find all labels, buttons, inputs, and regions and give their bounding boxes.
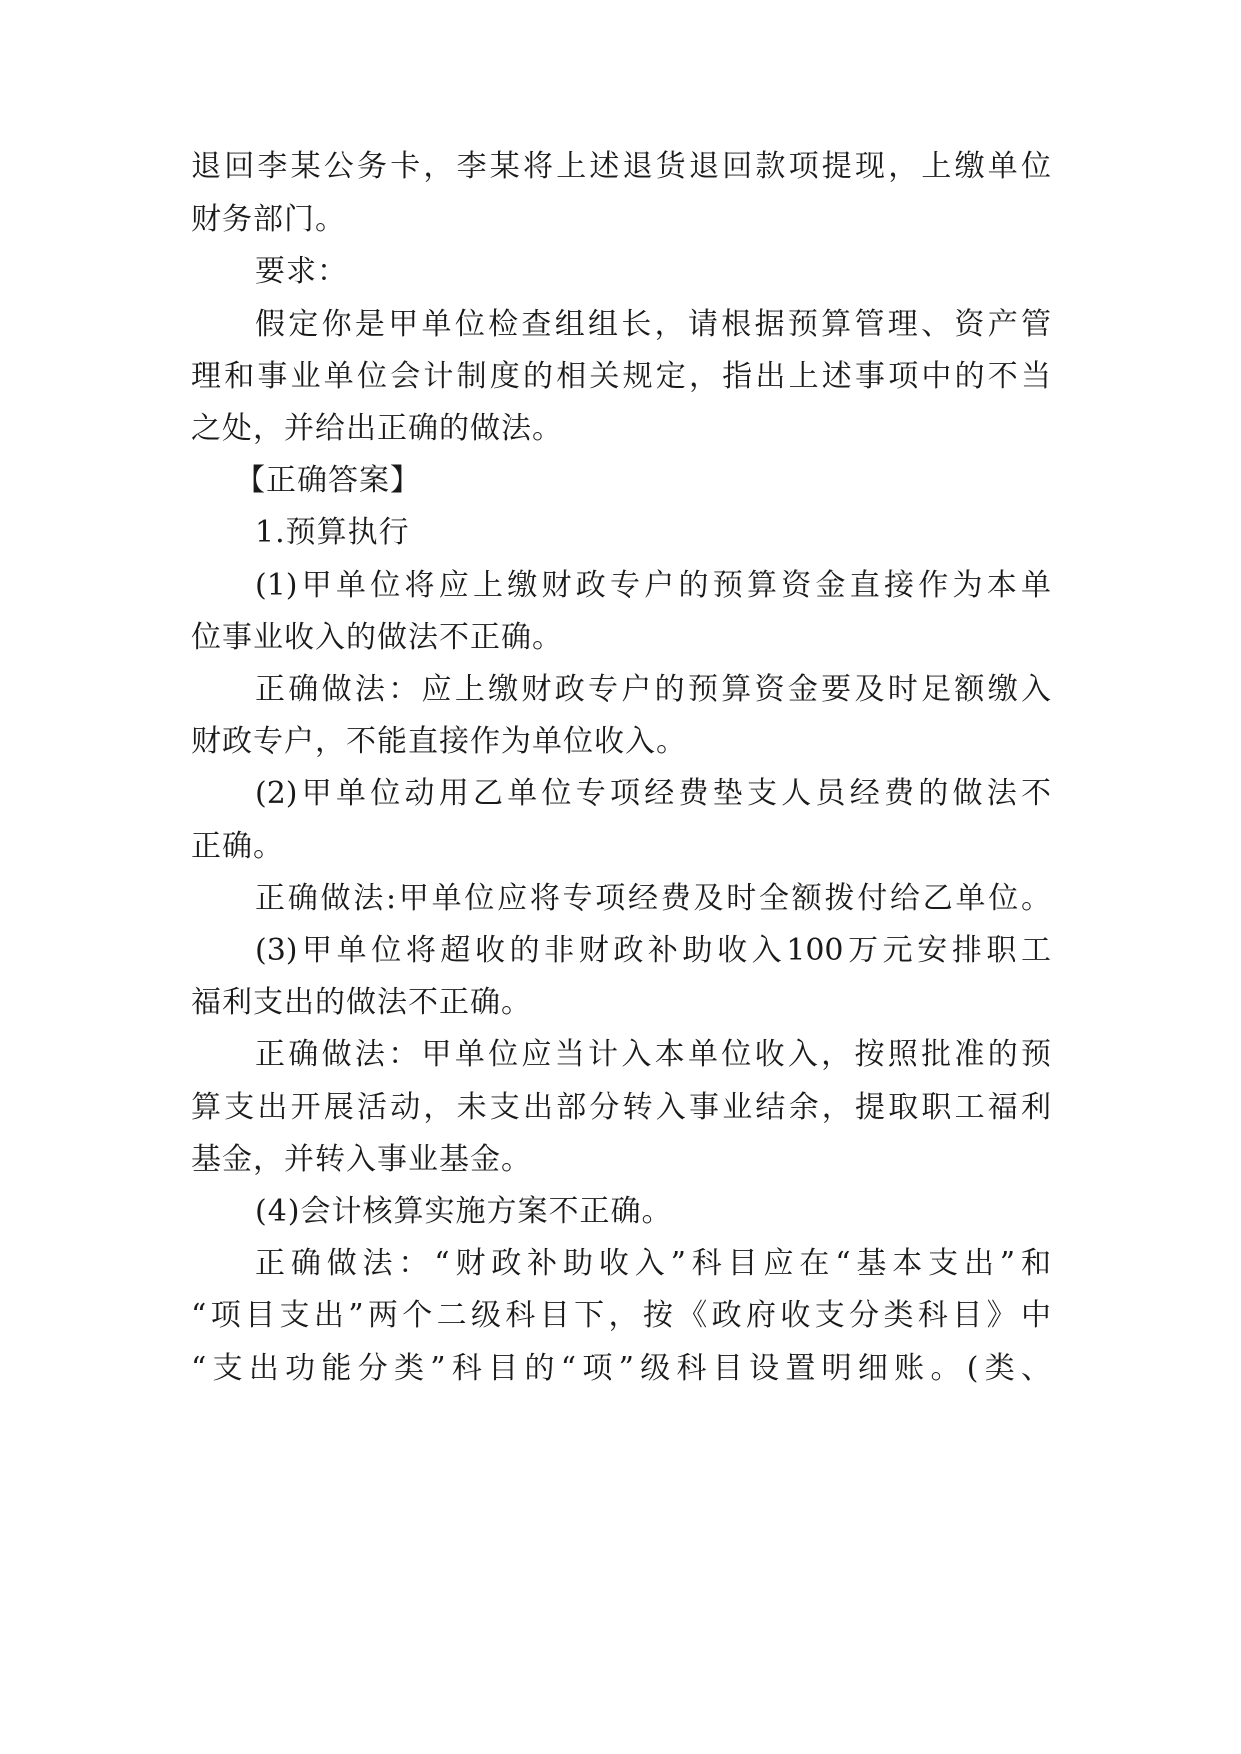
text-line: 位事业收入的做法不正确。 xyxy=(191,620,563,655)
text-line: “支出功能分类”科目的“项”级科目设置明细账。(类、 xyxy=(191,1351,1051,1386)
text-line: (3)甲单位将超收的非财政补助收入100万元安排职工 xyxy=(255,933,1051,968)
text-line: 之处，并给出正确的做法。 xyxy=(191,411,563,446)
section-label-requirement: 要求： xyxy=(255,254,348,289)
text-line: 退回李某公务卡，李某将上述退货退回款项提现，上缴单位 xyxy=(191,149,1051,184)
text-line: 正确做法:甲单位应将专项经费及时全额拨付给乙单位。 xyxy=(255,881,1051,916)
text-line: 正确做法：“财政补助收入”科目应在“基本支出”和 xyxy=(255,1246,1051,1281)
text-line: 财务部门。 xyxy=(191,202,346,237)
text-line: 正确。 xyxy=(191,829,284,864)
text-line: 正确做法：甲单位应当计入本单位收入，按照批准的预 xyxy=(255,1037,1051,1072)
text-line: (2)甲单位动用乙单位专项经费垫支人员经费的做法不 xyxy=(255,776,1051,811)
text-line: (4)会计核算实施方案不正确。 xyxy=(255,1194,673,1229)
text-line: (1)甲单位将应上缴财政专户的预算资金直接作为本单 xyxy=(255,568,1051,603)
section-heading-budget-execution: 1.预算执行 xyxy=(255,515,410,550)
text-line: 福利支出的做法不正确。 xyxy=(191,985,532,1020)
text-line: “项目支出”两个二级科目下，按《政府收支分类科目》中 xyxy=(191,1298,1051,1333)
text-line: 算支出开展活动，未支出部分转入事业结余，提取职工福利 xyxy=(191,1090,1051,1125)
text-line: 基金，并转入事业基金。 xyxy=(191,1142,532,1177)
text-line: 假定你是甲单位检查组组长，请根据预算管理、资产管 xyxy=(255,307,1051,342)
answer-heading: 【正确答案】 xyxy=(235,463,421,498)
text-line: 正确做法：应上缴财政专户的预算资金要及时足额缴入 xyxy=(255,672,1051,707)
text-line: 理和事业单位会计制度的相关规定，指出上述事项中的不当 xyxy=(191,359,1051,394)
text-line: 财政专户，不能直接作为单位收入。 xyxy=(191,724,687,759)
